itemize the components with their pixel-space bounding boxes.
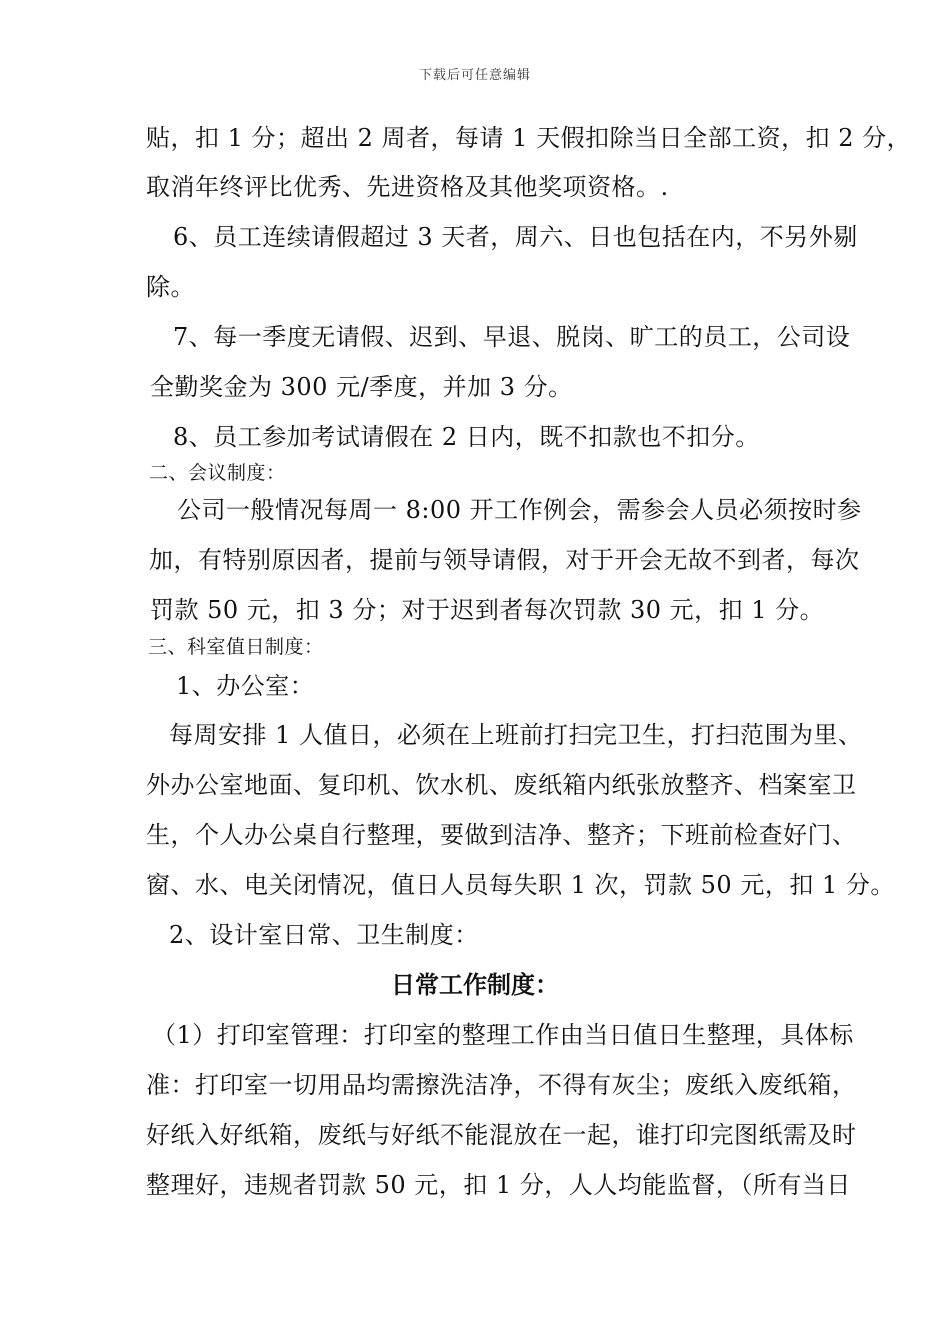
paragraph-line: 7、每一季度无请假、迟到、早退、脱岗、旷工的员工，公司设 [173,323,851,351]
paragraph-line: 外办公室地面、复印机、饮水机、废纸箱内纸张放整齐、档案室卫 [146,771,857,799]
paragraph-line: 好纸入好纸箱，废纸与好纸不能混放在一起，谁打印完图纸需及时 [146,1121,857,1149]
paragraph-line: 整理好，违规者罚款 50 元，扣 1 分，人人均能监督，（所有当日 [146,1171,851,1199]
paragraph-line: （1）打印室管理：打印室的整理工作由当日值日生整理，具体标 [152,1021,854,1049]
paragraph-line: 除。 [146,273,195,301]
centered-title: 日常工作制度： [391,971,559,999]
paragraph-line: 准：打印室一切用品均需擦洗洁净，不得有灰尘；废纸入废纸箱， [146,1071,857,1099]
paragraph-line: 6、员工连续请假超过 3 天者，周六、日也包括在内，不另外剔 [173,223,858,251]
paragraph-line: 窗、水、电关闭情况，值日人员每失职 1 次，罚款 50 元，扣 1 分。 [146,871,895,899]
paragraph-line: 加，有特别原因者，提前与领导请假，对于开会无故不到者，每次 [149,546,860,574]
paragraph-line: 罚款 50 元，扣 3 分；对于迟到者每次罚款 30 元，扣 1 分。 [150,596,825,624]
paragraph-line: 全勤奖金为 300 元/季度，并加 3 分。 [150,373,573,401]
paragraph-line: 生，个人办公桌自行整理，要做到洁净、整齐；下班前检查好门、 [146,821,857,849]
paragraph-line: 每周安排 1 人值日，必须在上班前打扫完卫生，打扫范围为里、 [169,721,863,749]
subsection-heading: 1、办公室： [176,672,315,700]
section-heading: 三、科室值日制度： [148,636,324,658]
paragraph-line: 8、员工参加考试请假在 2 日内，既不扣款也不扣分。 [173,423,760,451]
section-heading: 二、会议制度： [149,462,286,484]
page-header: 下载后可任意编辑 [418,68,531,83]
subsection-heading: 2、设计室日常、卫生制度： [169,921,479,949]
paragraph-line: 公司一般情况每周一 8:00 开工作例会，需参会人员必须按时参 [177,496,862,524]
paragraph-line: 贴，扣 1 分；超出 2 周者，每请 1 天假扣除当日全部工资，扣 2 分， [146,124,912,152]
paragraph-line: 取消年终评比优秀、先进资格及其他奖项资格。. [146,173,669,201]
